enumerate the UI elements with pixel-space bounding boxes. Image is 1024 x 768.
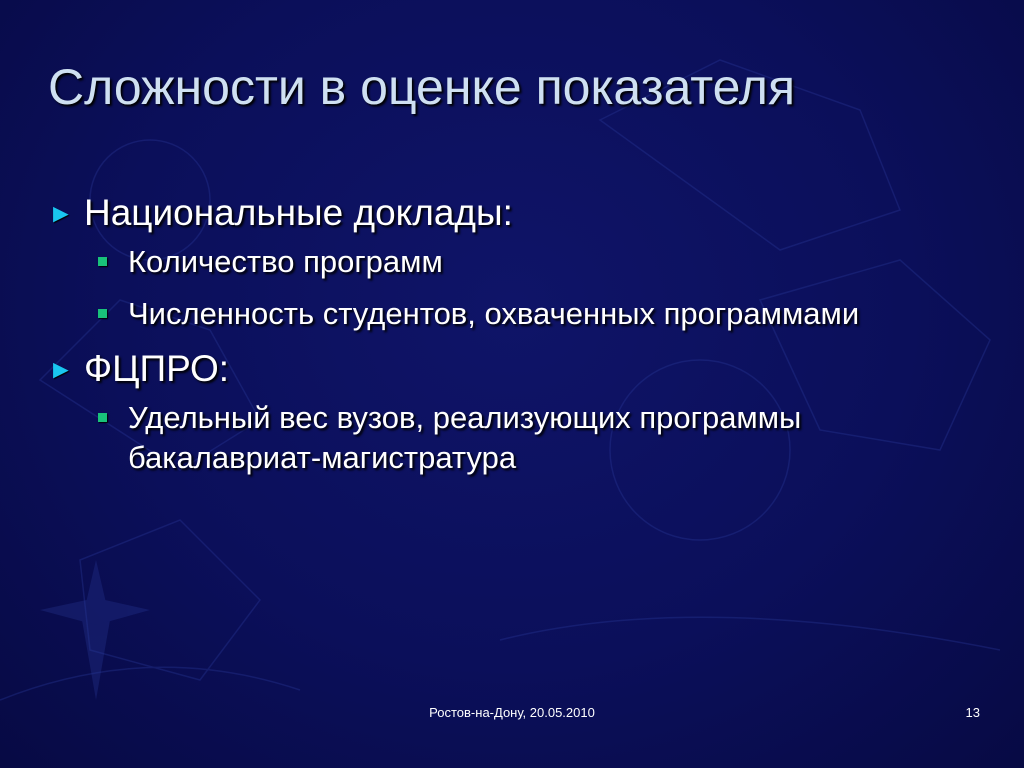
bullet-list <box>48 190 948 490</box>
square-bullet-icon <box>98 309 107 318</box>
list-item <box>128 294 948 334</box>
square-bullet-icon <box>98 257 107 266</box>
list-item <box>128 242 948 282</box>
list-item <box>128 398 948 478</box>
triangle-right-icon: ► <box>48 354 74 384</box>
slide-title: Сложности в оценке показателя <box>48 59 796 115</box>
section-heading-fcpro <box>48 346 948 392</box>
section-heading-national-reports <box>48 190 948 236</box>
list-item-text: Удельный вес вузов, реализующих программы бакалавриат-магистратура <box>128 400 802 475</box>
section-heading-label: Национальные доклады: <box>84 192 513 233</box>
section-heading-label: ФЦПРО: <box>84 348 230 389</box>
footer-location-date: Ростов-на-Дону, 20.05.2010 <box>429 705 595 720</box>
list-item-text: Количество программ <box>128 244 443 279</box>
list-item-text: Численность студентов, охваченных программами <box>128 296 860 331</box>
square-bullet-icon <box>98 413 107 422</box>
triangle-right-icon: ► <box>48 198 74 228</box>
page-number: 13 <box>965 705 980 720</box>
